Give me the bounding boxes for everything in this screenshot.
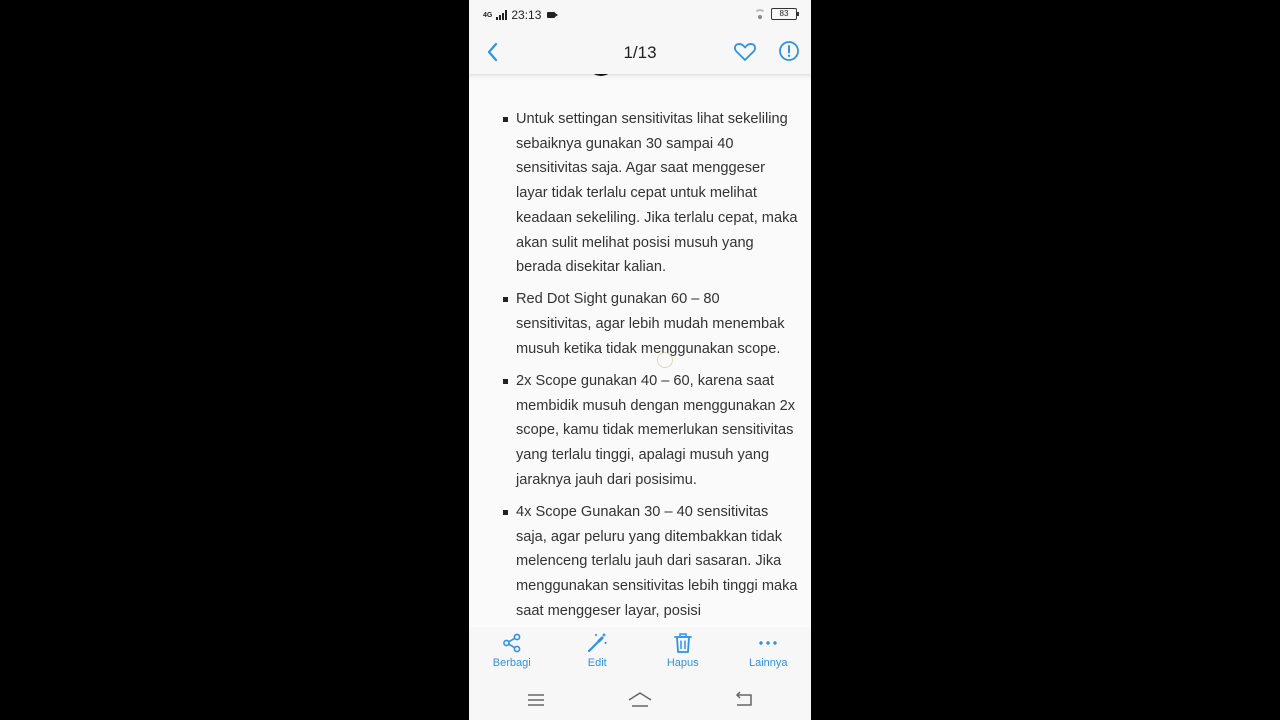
note-content[interactable] xyxy=(469,74,811,627)
status-bar xyxy=(469,0,811,30)
more-label: Lainnya xyxy=(748,657,788,669)
trash-icon xyxy=(672,632,694,654)
magic-wand-icon xyxy=(586,632,608,654)
heart-icon xyxy=(733,40,757,64)
video-camera-icon xyxy=(547,12,555,18)
edit-label: Edit xyxy=(587,657,607,669)
more-button[interactable] xyxy=(726,627,812,680)
info-button[interactable] xyxy=(778,40,800,62)
status-left xyxy=(483,8,555,22)
delete-button[interactable] xyxy=(640,627,726,680)
share-icon xyxy=(501,632,523,654)
page-counter: 1/13 xyxy=(623,43,657,62)
system-nav-bar xyxy=(469,680,811,720)
list-item: 4x Scope Gunakan 30 – 40 sensitivitas saja, agar peluru yang ditembakkan tidak melenceng terlalu jauh dari sasaran. Jika menggunakan sensitivitas lebih tinggi maka saat menggeser layar, posisi xyxy=(469,500,811,624)
list-item: Untuk settingan sensitivitas lihat sekeliling sebaiknya gunakan 30 sampai 40 sensitivitas saja. Agar saat menggeser layar tidak terlalu cepat untuk melihat keadaan sekeliling. Jika terlalu cepat, maka akan sulit melihat posisi musuh yang berada disekitar kalian. xyxy=(469,107,811,280)
image-fragment xyxy=(587,74,615,76)
favorite-button[interactable] xyxy=(733,40,757,64)
edit-button[interactable] xyxy=(555,627,641,680)
phone-screen xyxy=(469,0,811,720)
home-icon xyxy=(628,690,652,710)
list-item: 2x Scope gunakan 40 – 60, karena saat membidik musuh dengan menggunakan 2x scope, kamu tidak memerlukan sensitivitas yang terlalu tinggi, apalagi musuh yang jaraknya jauh dari posisimu. xyxy=(469,369,811,493)
return-icon xyxy=(735,690,753,710)
list-item: Red Dot Sight gunakan 60 – 80 sensitivitas, agar lebih mudah menembak musuh ketika tidak menggunakan scope. xyxy=(469,287,811,361)
more-icon xyxy=(757,632,779,654)
return-button[interactable] xyxy=(735,690,753,715)
status-time: 23:13 xyxy=(511,8,542,22)
signal-icon xyxy=(496,10,507,20)
delete-label: Hapus xyxy=(666,657,699,669)
bottom-toolbar xyxy=(469,627,811,680)
wifi-icon xyxy=(754,9,766,19)
share-button[interactable] xyxy=(469,627,555,680)
menu-icon xyxy=(527,690,545,710)
status-right xyxy=(754,8,797,20)
menu-button[interactable] xyxy=(527,690,545,715)
share-label: Berbagi xyxy=(492,657,531,669)
header xyxy=(469,30,811,74)
touch-indicator xyxy=(657,352,673,368)
bullet-list xyxy=(469,107,811,627)
network-type: 4G xyxy=(483,11,493,19)
battery-icon: 83 xyxy=(771,8,797,20)
info-icon xyxy=(778,40,800,62)
home-button[interactable] xyxy=(628,690,652,715)
